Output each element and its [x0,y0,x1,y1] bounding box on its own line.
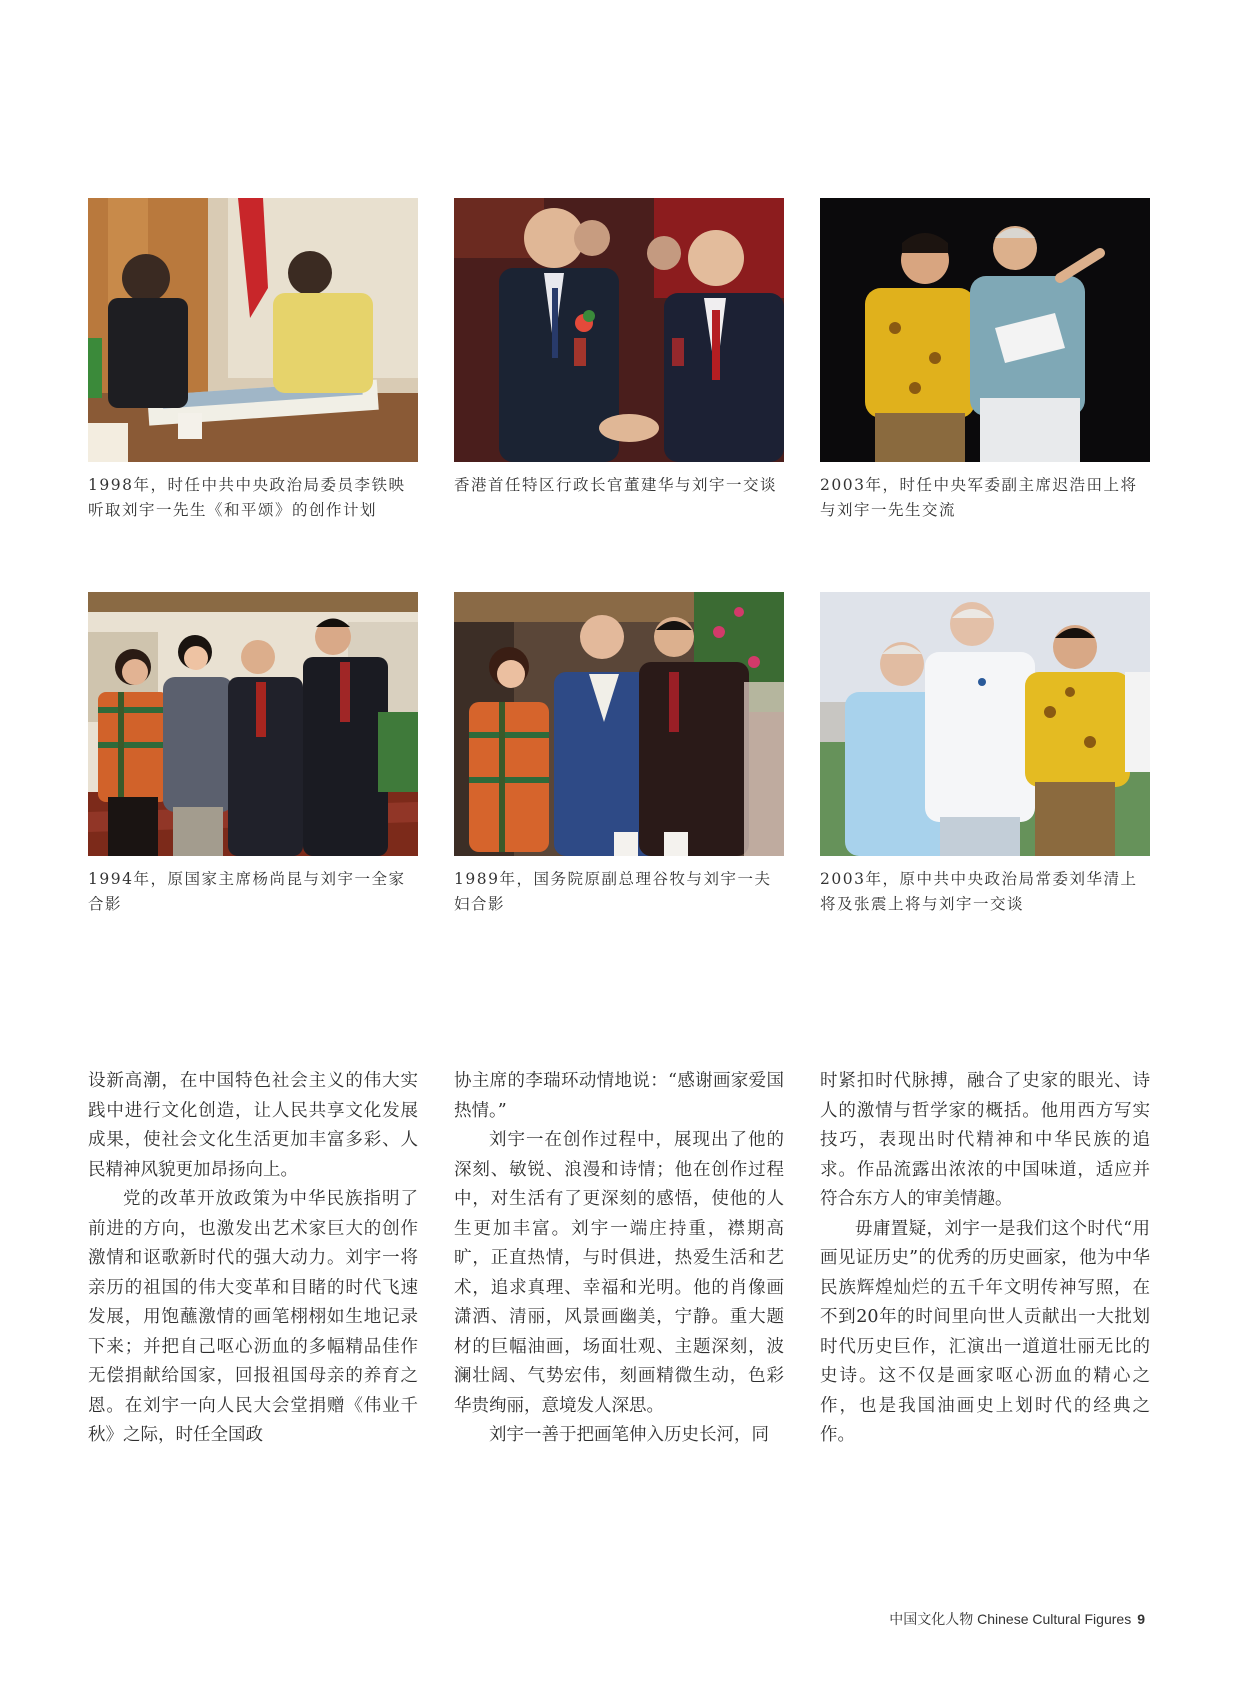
paragraph: 刘宇一善于把画笔伸入历史长河，同 [489,1425,769,1445]
photo-1989-gu-mu [454,592,784,856]
photo-caption: 1989年，国务院原副总理谷牧与刘宇一夫妇合影 [454,870,772,913]
paragraph: 刘宇一在创作过程中，展现出了他的深刻、敏锐、浪漫和诗情；他在创作过程中，对生活有了更深刻的感悟，使他的人生更加丰富。刘宇一端庄持重，襟期高旷，正直热情，与时俱进，热爱生活和艺术，追求真理、幸福和光明。他的肖像画潇洒、清丽，风景画幽美，宁静。重大题材的巨幅油画，场面壮观、主题深刻，波澜壮阔、气势宏伟，刻画精微生动，色彩华贵绚丽，意境发人深思。 [454,1130,784,1416]
paragraph: 协主席的李瑞环动情地说：“感谢画家爱国热情。” [454,1071,784,1121]
photo-tung-chee-hwa [454,198,784,462]
page-footer [889,1609,1145,1629]
photo-2003-chi-haotian [820,198,1150,462]
paragraph: 时紧扣时代脉搏，融合了史家的眼光、诗人的激情与哲学家的概括。他用西方写实技巧，表现出时代精神和中华民族的追求。作品流露出浓浓的中国味道，适应并符合东方人的审美情趣。 [820,1071,1150,1209]
photo-2003-liu-huaqing [820,592,1150,856]
photo-caption: 1994年，原国家主席杨尚昆与刘宇一全家合影 [88,870,406,913]
article-column-3 [820,1067,1150,1451]
photo-1998-li-tieying [88,198,418,462]
article-column-2 [454,1067,784,1451]
photo-caption: 1998年，时任中共中央政治局委员李铁映听取刘宇一先生《和平颂》的创作计划 [88,476,406,519]
photo-caption: 香港首任特区行政长官董建华与刘宇一交谈 [454,476,778,494]
photo-caption: 2003年，原中共中央政治局常委刘华清上将及张震上将与刘宇一交谈 [820,870,1138,913]
paragraph: 党的改革开放政策为中华民族指明了前进的方向，也激发出艺术家巨大的创作激情和讴歌新时代的强大动力。刘宇一将亲历的祖国的伟大变革和目睹的时代飞速发展，用饱蘸激情的画笔栩栩如生地记录下来；并把自己呕心沥血的多幅精品佳作无偿捐献给国家，回报祖国母亲的养育之恩。在刘宇一向人民大会堂捐赠《伟业千秋》之际，时任全国政 [88,1189,418,1445]
publication-name: 中国文化人物 Chinese Cultural Figures [889,1611,1132,1627]
article-column-1 [88,1067,418,1451]
paragraph: 设新高潮，在中国特色社会主义的伟大实践中进行文化创造，让人民共享文化发展成果，使社会文化生活更加丰富多彩、人民精神风貌更加昂扬向上。 [88,1071,418,1180]
photo-caption: 2003年，时任中央军委副主席迟浩田上将与刘宇一先生交流 [820,476,1138,519]
paragraph: 毋庸置疑，刘宇一是我们这个时代“用画见证历史”的优秀的历史画家，他为中华民族辉煌灿烂的五千年文明传神写照，在不到20年的时间里向世人贡献出一大批划时代历史巨作，汇演出一道道壮丽无比的史诗。这不仅是画家呕心沥血的精心之作，也是我国油画史上划时代的经典之作。 [820,1218,1150,1445]
photo-1994-yang-shangkun [88,592,418,856]
page-number: 9 [1137,1611,1145,1627]
